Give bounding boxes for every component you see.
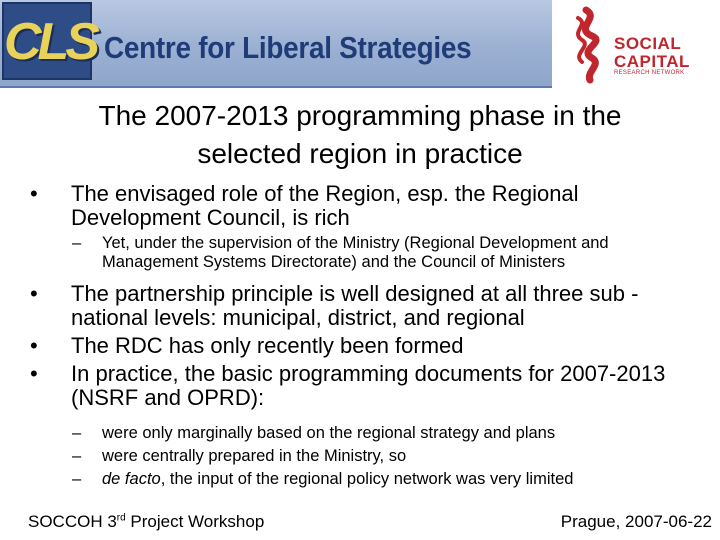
sub-bullet-text: were centrally prepared in the Ministry, so <box>102 447 407 465</box>
bullet-item <box>30 182 700 230</box>
sub-bullet-text: were only marginally based on the regional strategy and plans <box>102 424 556 442</box>
dash-icon: – <box>72 447 82 465</box>
sub-bullet-item <box>30 234 700 272</box>
header-banner <box>0 0 552 88</box>
cls-logo-text: CLS <box>4 13 96 71</box>
bullet-text: In practice, the basic programming documents for 2007-2013 (NSRF and OPRD): <box>71 361 666 410</box>
bullet-item <box>30 362 700 410</box>
bullet-text: The envisaged role of the Region, esp. the Regional Development Council, is rich <box>71 181 579 230</box>
bullet-icon: • <box>30 361 38 386</box>
bullet-icon: • <box>30 181 38 206</box>
slide-title <box>20 97 700 173</box>
slide-title-line1: The 2007-2013 programming phase in the <box>98 100 622 131</box>
dash-icon: – <box>72 234 82 252</box>
bullet-icon: • <box>30 281 38 306</box>
sub-bullet-item <box>30 470 700 489</box>
footer-event-prefix: SOCCOH 3 <box>28 512 117 531</box>
partner-name-line1: SOCIAL <box>614 34 682 53</box>
partner-name-line2: CAPITAL <box>614 52 690 71</box>
social-capital-emblem-icon <box>566 6 612 84</box>
sub-bullet-text: , the input of the regional policy network was very limited <box>160 470 574 488</box>
sub-bullet-italic-text: de facto <box>102 470 161 488</box>
footer-event-suffix: Project Workshop <box>125 512 265 531</box>
sub-bullet-item <box>30 424 700 443</box>
footer-date: Prague, 2007-06-22 <box>560 512 712 531</box>
footer-event <box>28 512 264 532</box>
dash-icon: – <box>72 424 82 442</box>
organization-name: Centre for Liberal Strategies <box>104 30 472 65</box>
cls-logo <box>2 2 96 80</box>
partner-name-line3: RESEARCH NETWORK <box>614 70 685 76</box>
footer-event-ordinal: rd <box>116 512 126 524</box>
bullet-text: The RDC has only recently been formed <box>71 333 464 358</box>
bullet-text: The partnership principle is well designed at all three sub -national levels: municipal, district, and regional <box>71 281 639 330</box>
slide-title-line2: selected region in practice <box>197 138 523 169</box>
bullet-icon: • <box>30 333 38 358</box>
dash-icon: – <box>72 470 82 488</box>
slide-body <box>30 182 700 489</box>
bullet-item <box>30 282 700 330</box>
sub-bullet-item <box>30 447 700 466</box>
social-capital-logo <box>566 6 716 84</box>
bullet-item <box>30 334 700 358</box>
sub-bullet-text: Yet, under the supervision of the Ministry (Regional Development and Management Systems Directorate) and the Council of Ministers <box>102 234 609 271</box>
